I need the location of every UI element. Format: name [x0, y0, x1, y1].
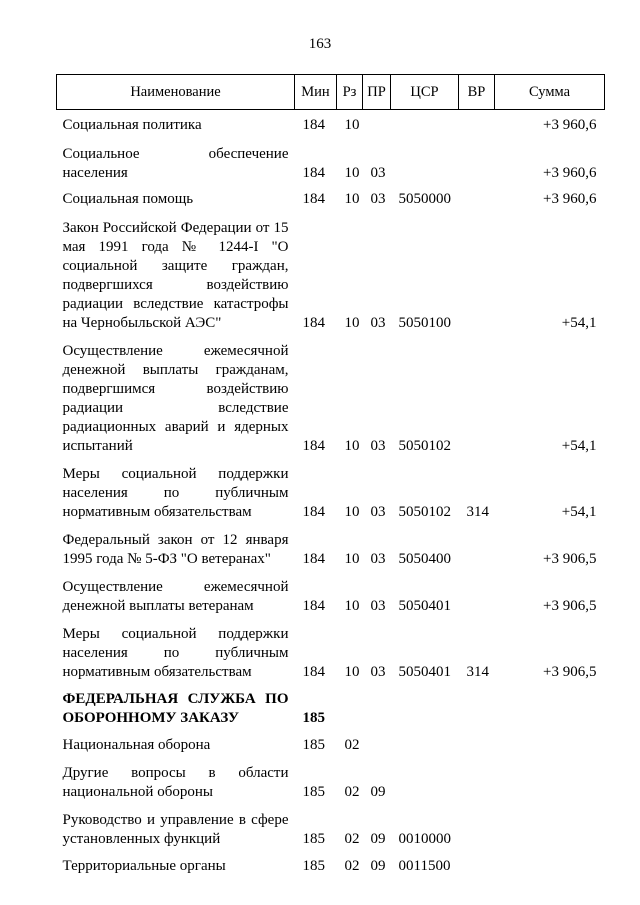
row-rz: 10 [344, 551, 360, 567]
row-name: Федеральный закон от 12 января 1995 года № 5-ФЗ "О ветеранах" [62, 532, 289, 567]
row-csr: 0011500 [398, 858, 451, 874]
row-rz: 10 [344, 664, 360, 680]
row-vr [459, 849, 495, 876]
row-name: Территориальные органы [62, 858, 226, 874]
row-pr: 03 [370, 664, 386, 680]
row-pr: 03 [370, 551, 386, 567]
row-rz: 10 [344, 315, 360, 331]
row-min: 185 [302, 710, 325, 726]
row-sum: +3 960,6 [543, 165, 597, 181]
row-sum [495, 728, 605, 755]
table-row [57, 135, 605, 183]
table-row [57, 755, 605, 802]
row-pr: 03 [370, 504, 386, 520]
row-vr: 314 [466, 504, 489, 520]
row-pr [363, 728, 391, 755]
row-name: Осуществление ежемесячной денежной выплаты ветеранам [62, 579, 289, 614]
table-row [57, 456, 605, 522]
row-rz: 10 [344, 504, 360, 520]
row-vr [459, 333, 495, 456]
row-sum: +54,1 [561, 438, 597, 454]
row-vr: 314 [466, 664, 489, 680]
row-pr: 03 [370, 191, 386, 207]
table-row [57, 183, 605, 209]
row-pr: 03 [370, 165, 386, 181]
row-min: 185 [302, 858, 325, 874]
row-min: 184 [302, 551, 325, 567]
row-csr: 5050000 [398, 191, 451, 207]
row-rz: 10 [344, 598, 360, 614]
row-min: 184 [302, 664, 325, 680]
row-rz: 02 [344, 737, 360, 753]
row-vr [459, 569, 495, 616]
row-rz: 10 [344, 438, 360, 454]
row-rz: 10 [344, 165, 360, 181]
row-vr [459, 209, 495, 333]
row-rz: 02 [344, 831, 360, 847]
budget-table [56, 74, 605, 876]
row-sum: +54,1 [561, 315, 597, 331]
row-csr [391, 682, 459, 728]
row-pr: 09 [370, 858, 386, 874]
row-csr [391, 110, 459, 136]
row-pr [363, 682, 391, 728]
row-min: 184 [302, 315, 325, 331]
row-vr [459, 802, 495, 849]
row-min: 185 [302, 831, 325, 847]
header-pr: ПР [363, 75, 391, 110]
row-min: 184 [302, 117, 325, 133]
row-name: Социальная политика [62, 117, 202, 133]
row-csr: 5050100 [398, 315, 451, 331]
header-vr: ВР [459, 75, 495, 110]
row-pr [363, 110, 391, 136]
table-row [57, 682, 605, 728]
table-row [57, 728, 605, 755]
row-csr [391, 135, 459, 183]
row-csr: 5050102 [398, 438, 451, 454]
row-pr: 09 [370, 831, 386, 847]
row-pr: 03 [370, 598, 386, 614]
table-row [57, 802, 605, 849]
row-rz [337, 682, 363, 728]
table-row [57, 209, 605, 333]
table-row [57, 569, 605, 616]
row-min: 184 [302, 165, 325, 181]
row-name: Социальное обеспечение населения [62, 146, 289, 181]
row-vr [459, 755, 495, 802]
row-rz: 02 [344, 858, 360, 874]
row-min: 184 [302, 191, 325, 207]
row-vr [459, 682, 495, 728]
row-name: ФЕДЕРАЛЬНАЯ СЛУЖБА ПО ОБОРОННОМУ ЗАКАЗУ [62, 691, 289, 726]
row-name: Осуществление ежемесячной денежной выплаты гражданам, подвергшимся воздействию радиации вследствие радиационных аварий и ядерных испытаний [62, 343, 289, 454]
row-pr: 09 [370, 784, 386, 800]
row-sum [495, 802, 605, 849]
row-vr [459, 135, 495, 183]
row-csr [391, 755, 459, 802]
row-name: Меры социальной поддержки населения по публичным нормативным обязательствам [62, 626, 289, 680]
row-csr: 5050102 [398, 504, 451, 520]
row-min: 185 [302, 737, 325, 753]
row-vr [459, 728, 495, 755]
header-rz: Рз [337, 75, 363, 110]
row-vr [459, 183, 495, 209]
row-sum [495, 849, 605, 876]
table-row [57, 616, 605, 682]
row-csr: 5050401 [398, 598, 451, 614]
row-vr [459, 522, 495, 569]
row-name: Другие вопросы в области национальной обороны [62, 765, 289, 800]
row-sum [495, 682, 605, 728]
row-min: 184 [302, 504, 325, 520]
table-row [57, 333, 605, 456]
header-min: Мин [295, 75, 337, 110]
row-sum: +54,1 [561, 504, 597, 520]
table-row [57, 849, 605, 876]
row-min: 184 [302, 598, 325, 614]
table-row [57, 522, 605, 569]
page-number: 163 [308, 36, 332, 52]
table-row [57, 110, 605, 136]
row-name: Закон Российской Федерации от 15 мая 1991 года № 1244-I "О социальной защите граждан, подвергшихся воздействию радиации вследствие катастрофы на Чернобыльской АЭС" [62, 220, 289, 331]
row-name: Меры социальной поддержки населения по публичным нормативным обязательствам [62, 466, 289, 520]
table-header-row [57, 75, 605, 110]
row-csr: 0010000 [398, 831, 451, 847]
row-rz: 02 [344, 784, 360, 800]
row-csr: 5050401 [398, 664, 451, 680]
row-sum: +3 906,5 [543, 664, 597, 680]
row-name: Социальная помощь [62, 191, 194, 207]
row-csr [391, 728, 459, 755]
row-sum: +3 960,6 [543, 117, 597, 133]
row-sum [495, 755, 605, 802]
row-pr: 03 [370, 438, 386, 454]
row-sum: +3 906,5 [543, 598, 597, 614]
row-rz: 10 [344, 117, 360, 133]
row-name: Руководство и управление в сфере установленных функций [62, 812, 289, 847]
row-vr [459, 110, 495, 136]
header-name: Наименование [57, 75, 295, 110]
header-csr: ЦСР [391, 75, 459, 110]
row-min: 184 [302, 438, 325, 454]
row-rz: 10 [344, 191, 360, 207]
row-pr: 03 [370, 315, 386, 331]
row-sum: +3 960,6 [543, 191, 597, 207]
row-min: 185 [302, 784, 325, 800]
row-csr: 5050400 [398, 551, 451, 567]
row-sum: +3 906,5 [543, 551, 597, 567]
row-name: Национальная оборона [62, 737, 211, 753]
header-sum: Сумма [495, 75, 605, 110]
